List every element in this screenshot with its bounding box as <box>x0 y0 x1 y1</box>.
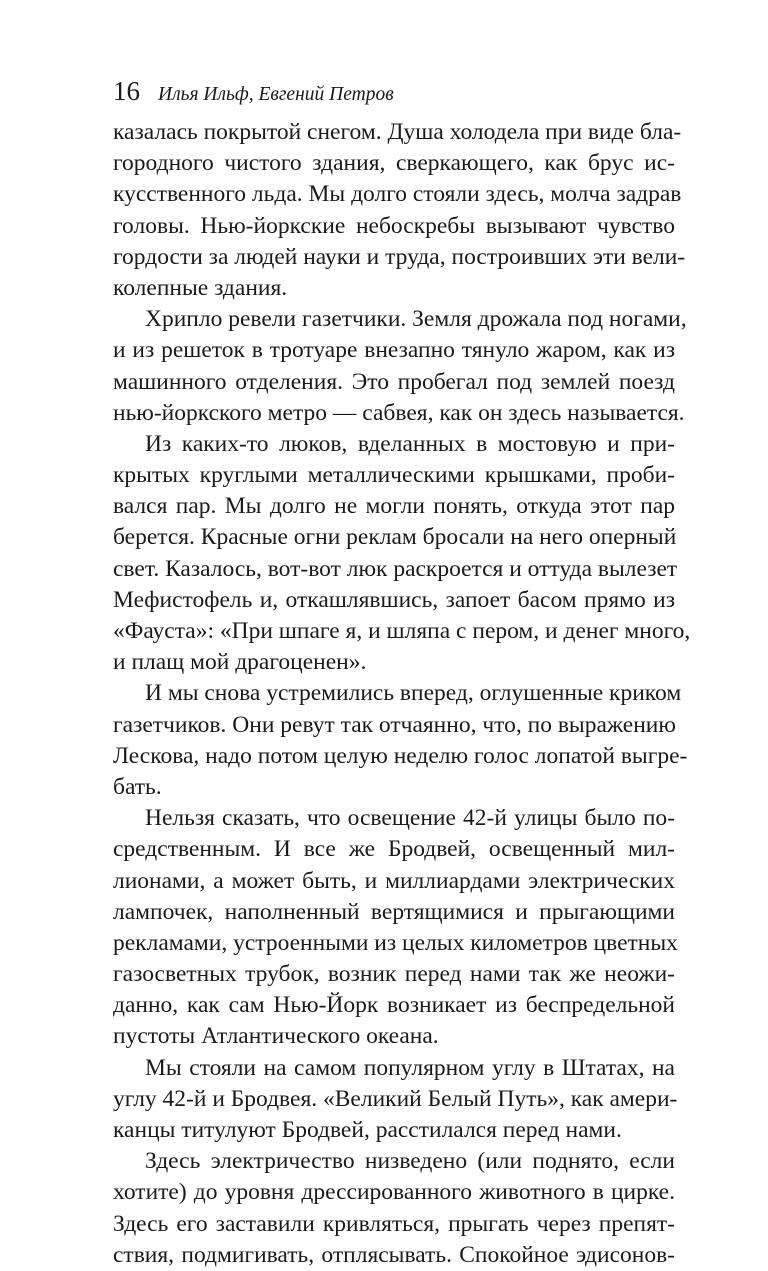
text-line: Нельзя сказать, что освещение 42-й улицы было по- <box>145 805 675 832</box>
text-line: колепные здания. <box>113 274 288 301</box>
text-line: нью-йоркского метро — сабвея, как он здесь называется. <box>113 399 685 426</box>
text-line: данно, как сам Нью-Йорк возникает из беспредельной <box>113 992 675 1019</box>
text-line: лионами, а может быть, и миллиардами электрических <box>113 867 675 894</box>
text-line: канцы титулуют Бродвей, расстилался перед нами. <box>113 1117 622 1143</box>
text-line: бать. <box>113 773 162 800</box>
page-number: 16 <box>113 76 140 106</box>
text-line: берется. Красные огни реклам бросали на него оперный <box>113 524 677 551</box>
text-line: и из решеток в тротуаре внезапно тянуло жаром, как из <box>113 337 675 364</box>
text-line: Мы стояли на самом популярном углу в Штатах, на <box>145 1054 675 1081</box>
text-line: Здесь электричество низведено (или поднято, если <box>145 1148 675 1175</box>
text-line: газосветных трубок, возник перед нами так же неожи- <box>113 961 675 988</box>
text-line: и плащ мой драгоценен». <box>113 649 367 676</box>
text-line: лампочек, наполненный вертящимися и прыгающими <box>113 898 675 925</box>
text-line: Хрипло ревели газетчики. Земля дрожала под ногами, <box>145 306 687 333</box>
text-line: казалась покрытой снегом. Душа холодела при виде бла- <box>113 119 682 145</box>
text-line: вался пар. Мы долго не могли понять, откуда этот пар <box>113 493 675 520</box>
text-line: ствия, подмигивать, отплясывать. Спокойное эдисонов- <box>113 1241 675 1268</box>
text-line: средственным. И все же Бродвей, освещенный мил- <box>113 836 675 863</box>
text-line: головы. Нью-йоркские небоскребы вызывают чувство <box>113 212 675 239</box>
text-line: Из каких-то люков, вделанных в мостовую и при- <box>145 430 675 457</box>
text-line: Мефистофель и, откашлявшись, запоет басом прямо из <box>113 586 675 613</box>
text-line: хотите) до уровня дрессированного животного в цирке. <box>113 1179 675 1206</box>
text-line: Лескова, надо потом целую неделю голос лопатой выгре- <box>113 742 688 769</box>
text-line: Здесь его заставили кривляться, прыгать через препят- <box>113 1210 675 1237</box>
text-line: углу 42-й и Бродвея. «Великий Белый Путь», как амери- <box>113 1085 678 1112</box>
text-line: свет. Казалось, вот-вот люк раскроется и оттуда вылезет <box>113 555 678 582</box>
text-line: кусственного льда. Мы долго стояли здесь, молча задрав <box>113 181 682 208</box>
running-head: Илья Ильф, Евгений Петров <box>158 84 394 105</box>
text-line: машинного отделения. Это пробегал под землей поезд <box>113 368 675 395</box>
text-line: городного чистого здания, сверкающего, как брус ис- <box>113 150 675 177</box>
text-line: «Фауста»: «При шпаге я, и шляпа с пером, и денег много, <box>113 618 691 644</box>
text-line: крытых круглыми металлическими крышками, проби- <box>113 462 675 489</box>
text-line: газетчиков. Они ревут так отчаянно, что, по выражению <box>113 711 676 738</box>
text-line: гордости за людей науки и труда, построивших эти вели- <box>113 243 686 270</box>
text-line: пустоты Атлантического океана. <box>113 1023 439 1050</box>
text-line: рекламами, устроенными из целых километров цветных <box>113 929 678 956</box>
page-header <box>113 76 673 112</box>
text-line: И мы снова устремились вперед, оглушенные криком <box>145 680 682 707</box>
body-text <box>113 117 691 1271</box>
